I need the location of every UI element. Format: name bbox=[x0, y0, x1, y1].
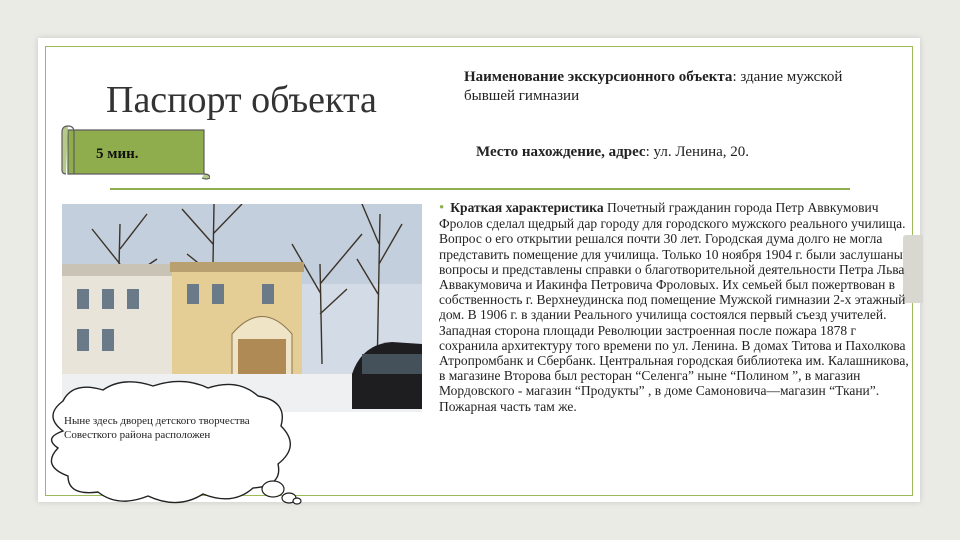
slide-title: Паспорт объекта bbox=[106, 79, 377, 121]
object-name-value: : здание мужской бывшей гимназии bbox=[464, 69, 843, 104]
thought-cloud bbox=[33, 376, 303, 516]
description-text: Почетный гражданин города Петр Аввкумович Фролов сделал щедрый дар городу для городского мужского реального училища. Вопрос о его открытии решался почти 30 лет. Городская дума долго не могла представить помещение для училища. Только 10 ноября 1904 г. были заслушаны вопросы и представлены справки о благотворительной деятельности Петра Льва Аввакумовича и Иакинфа Петровича Фроловых. Их семьей был пожертвован в собственность г. Верхнеудинска под помещение Мужской гимназии 2-х этажный дом. В 1906 г. в здании Реального училища состоялся первый съезд учителей. Западная сторона площади Революции застроенная после пожара 1878 г сохранила архитектуру того времени по ул. Ленина. В домах Титова и Пахолкова Атропромбанк и Сбербанк. Центральная городская библиотека им. Калашникова, в магазине Второва был ресторан “Селенга” ныне “Полином ”, в магазин Мордовского - магазин “Продукты” , в доме Самоновича—магазин “Ткани”. Пожарная часть там же. bbox=[439, 200, 909, 414]
address-value: : ул. Ленина, 20. bbox=[645, 144, 750, 160]
object-name-heading: Наименование экскурсионного объекта bbox=[464, 69, 733, 85]
object-name bbox=[464, 68, 874, 106]
description-block bbox=[439, 200, 909, 414]
bullet-icon: • bbox=[439, 200, 445, 216]
address-heading: Место нахождение, адрес bbox=[476, 144, 646, 160]
cloud-text: Ныне здесь дворец детского творчества Совесткого района расположен bbox=[64, 415, 250, 441]
object-address bbox=[476, 143, 856, 162]
divider-line bbox=[110, 188, 850, 190]
description-heading: Краткая характеристика bbox=[450, 200, 604, 215]
duration-label: 5 мин. bbox=[96, 146, 139, 162]
